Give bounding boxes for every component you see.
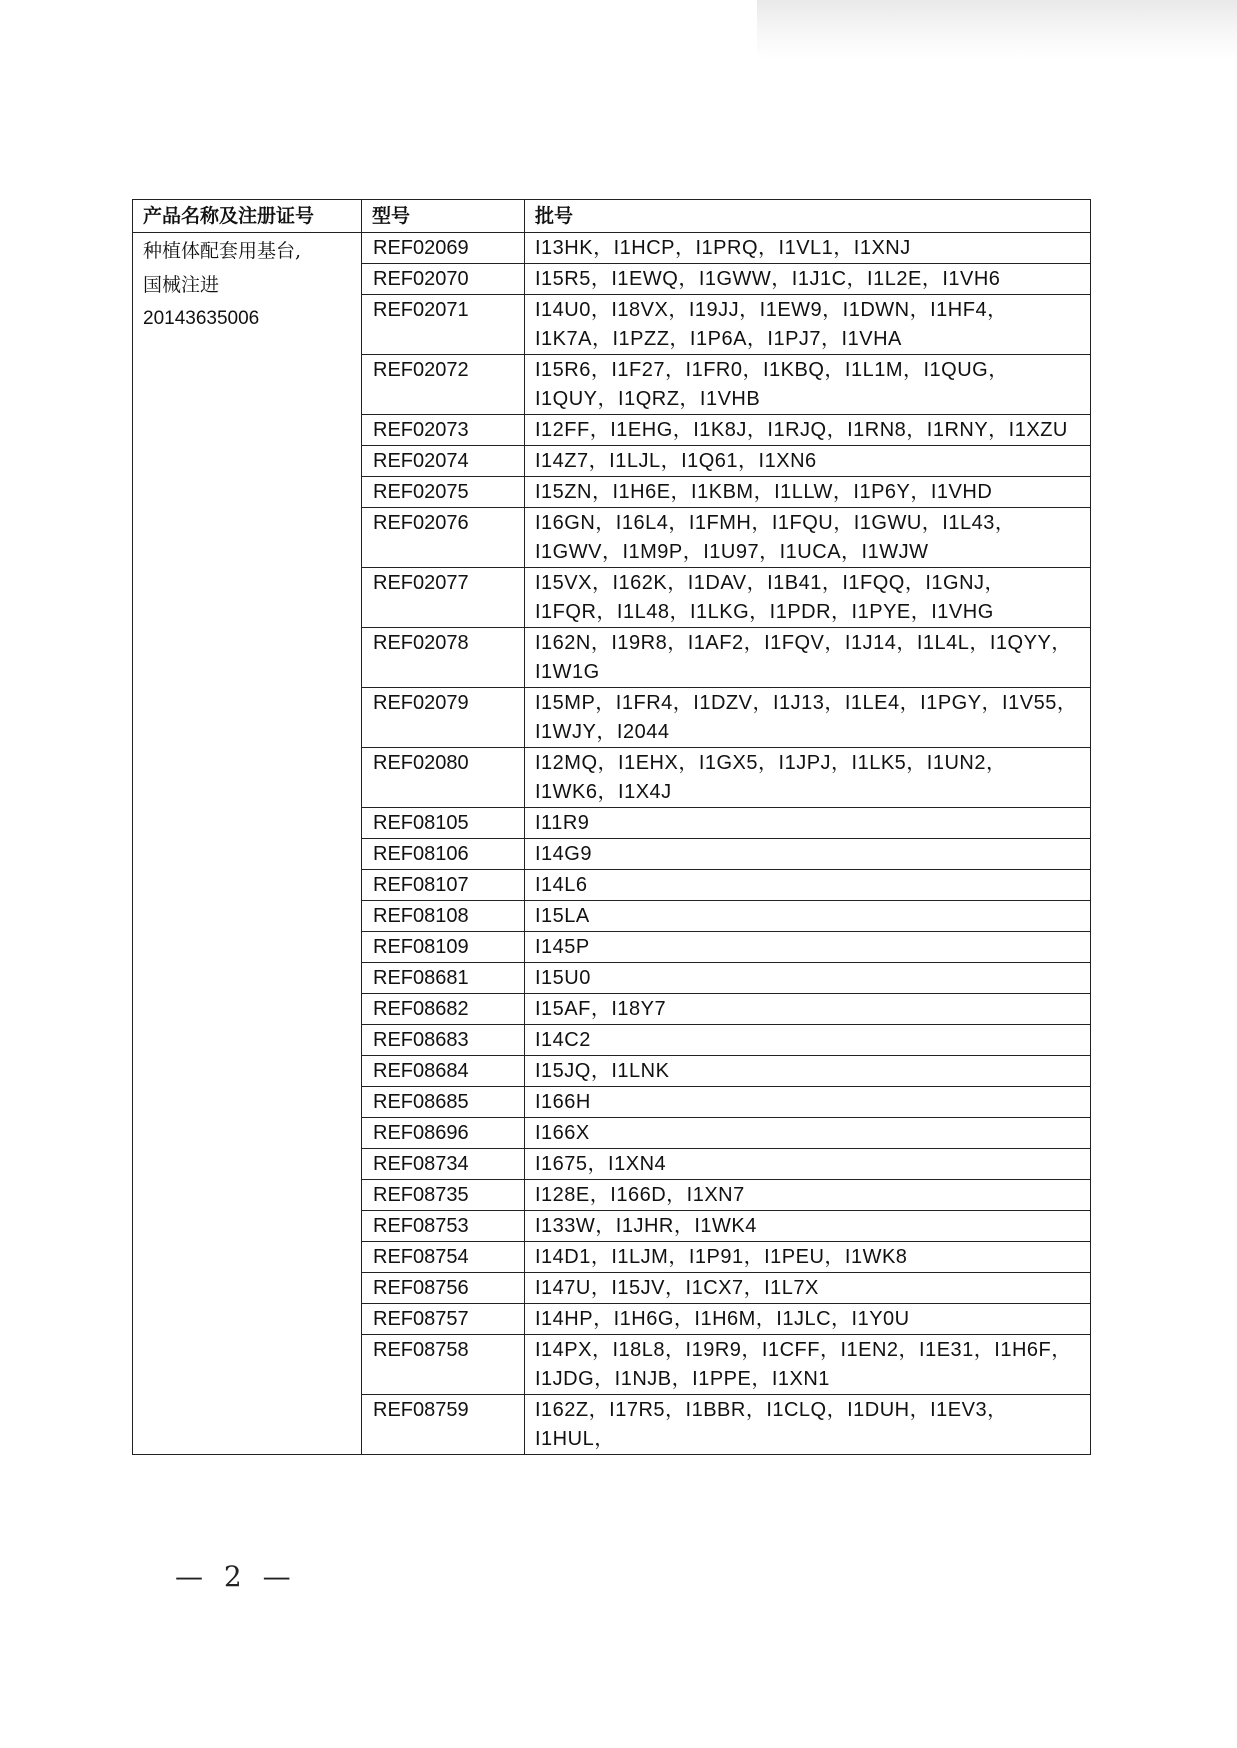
batch-cell: I12MQ，I1EHX，I1GX5，I1JPJ，I1LK5，I1UN2，I1WK6，I1X4J [525, 748, 1091, 808]
product-cell [133, 233, 362, 1455]
model-cell: REF02072 [362, 355, 525, 415]
model-cell: REF08108 [362, 901, 525, 932]
model-cell: REF08109 [362, 932, 525, 963]
page-number: — 2 — [175, 1560, 297, 1593]
header-batch: 批号 [525, 200, 1091, 233]
model-cell: REF02074 [362, 446, 525, 477]
model-cell: REF08757 [362, 1304, 525, 1335]
model-cell: REF08735 [362, 1180, 525, 1211]
batch-cell: I145P [525, 932, 1091, 963]
model-cell: REF02078 [362, 628, 525, 688]
batch-table [132, 199, 1091, 1455]
batch-cell: I11R9 [525, 808, 1091, 839]
batch-cell: I14G9 [525, 839, 1091, 870]
model-cell: REF08754 [362, 1242, 525, 1273]
batch-cell: I1675，I1XN4 [525, 1149, 1091, 1180]
table-header-row [133, 200, 1091, 233]
batch-cell: I15VX，I162K，I1DAV，I1B41，I1FQQ，I1GNJ，I1FQR，I1L48，I1LKG，I1PDR，I1PYE，I1VHG [525, 568, 1091, 628]
model-cell: REF02071 [362, 295, 525, 355]
model-cell: REF08106 [362, 839, 525, 870]
model-cell: REF02069 [362, 233, 525, 264]
model-cell: REF02075 [362, 477, 525, 508]
batch-cell: I15JQ，I1LNK [525, 1056, 1091, 1087]
batch-cell: I15AF，I18Y7 [525, 994, 1091, 1025]
model-cell: REF02079 [362, 688, 525, 748]
product-line3: 20143635006 [143, 308, 260, 329]
table-row [133, 233, 1091, 264]
model-cell: REF08684 [362, 1056, 525, 1087]
model-cell: REF02076 [362, 508, 525, 568]
model-cell: REF08683 [362, 1025, 525, 1056]
batch-cell: I15R6，I1F27，I1FR0，I1KBQ，I1L1M，I1QUG，I1QUY，I1QRZ，I1VHB [525, 355, 1091, 415]
model-cell: REF02070 [362, 264, 525, 295]
batch-cell: I14Z7，I1LJL，I1Q61，I1XN6 [525, 446, 1091, 477]
batch-cell: I13HK，I1HCP，I1PRQ，I1VL1，I1XNJ [525, 233, 1091, 264]
model-cell: REF02080 [362, 748, 525, 808]
batch-cell: I15U0 [525, 963, 1091, 994]
batch-cell: I14HP，I1H6G，I1H6M，I1JLC，I1Y0U [525, 1304, 1091, 1335]
model-cell: REF08753 [362, 1211, 525, 1242]
model-cell: REF08734 [362, 1149, 525, 1180]
batch-cell: I14C2 [525, 1025, 1091, 1056]
model-cell: REF08681 [362, 963, 525, 994]
batch-cell: I133W，I1JHR，I1WK4 [525, 1211, 1091, 1242]
scan-shadow [757, 0, 1237, 60]
model-cell: REF08682 [362, 994, 525, 1025]
model-cell: REF02073 [362, 415, 525, 446]
product-line2: 国械注进 [143, 274, 220, 296]
batch-cell: I15R5，I1EWQ，I1GWW，I1J1C，I1L2E，I1VH6 [525, 264, 1091, 295]
model-cell: REF08105 [362, 808, 525, 839]
batch-cell: I14D1，I1LJM，I1P91，I1PEU，I1WK8 [525, 1242, 1091, 1273]
header-product: 产品名称及注册证号 [133, 200, 362, 233]
batch-cell: I15MP，I1FR4，I1DZV，I1J13，I1LE4，I1PGY，I1V55，I1WJY，I2044 [525, 688, 1091, 748]
batch-cell: I128E，I166D，I1XN7 [525, 1180, 1091, 1211]
batch-cell: I166H [525, 1087, 1091, 1118]
model-cell: REF08758 [362, 1335, 525, 1395]
batch-cell: I162Z，I17R5，I1BBR，I1CLQ，I1DUH，I1EV3，I1HUL， [525, 1395, 1091, 1455]
model-cell: REF08759 [362, 1395, 525, 1455]
model-cell: REF02077 [362, 568, 525, 628]
batch-cell: I12FF，I1EHG，I1K8J，I1RJQ，I1RN8，I1RNY，I1XZU [525, 415, 1091, 446]
product-line1: 种植体配套用基台, [143, 240, 302, 262]
model-cell: REF08685 [362, 1087, 525, 1118]
batch-cell: I14L6 [525, 870, 1091, 901]
header-model: 型号 [362, 200, 525, 233]
model-cell: REF08756 [362, 1273, 525, 1304]
batch-cell: I15ZN，I1H6E，I1KBM，I1LLW，I1P6Y，I1VHD [525, 477, 1091, 508]
batch-cell: I14PX，I18L8，I19R9，I1CFF，I1EN2，I1E31，I1H6F，I1JDG，I1NJB，I1PPE，I1XN1 [525, 1335, 1091, 1395]
batch-cell: I14U0，I18VX，I19JJ，I1EW9，I1DWN，I1HF4，I1K7A，I1PZZ，I1P6A，I1PJ7，I1VHA [525, 295, 1091, 355]
batch-cell: I162N，I19R8，I1AF2，I1FQV，I1J14，I1L4L，I1QYY，I1W1G [525, 628, 1091, 688]
batch-cell: I15LA [525, 901, 1091, 932]
model-cell: REF08696 [362, 1118, 525, 1149]
batch-cell: I147U，I15JV，I1CX7，I1L7X [525, 1273, 1091, 1304]
model-cell: REF08107 [362, 870, 525, 901]
batch-cell: I166X [525, 1118, 1091, 1149]
batch-cell: I16GN，I16L4，I1FMH，I1FQU，I1GWU，I1L43，I1GWV，I1M9P，I1U97，I1UCA，I1WJW [525, 508, 1091, 568]
